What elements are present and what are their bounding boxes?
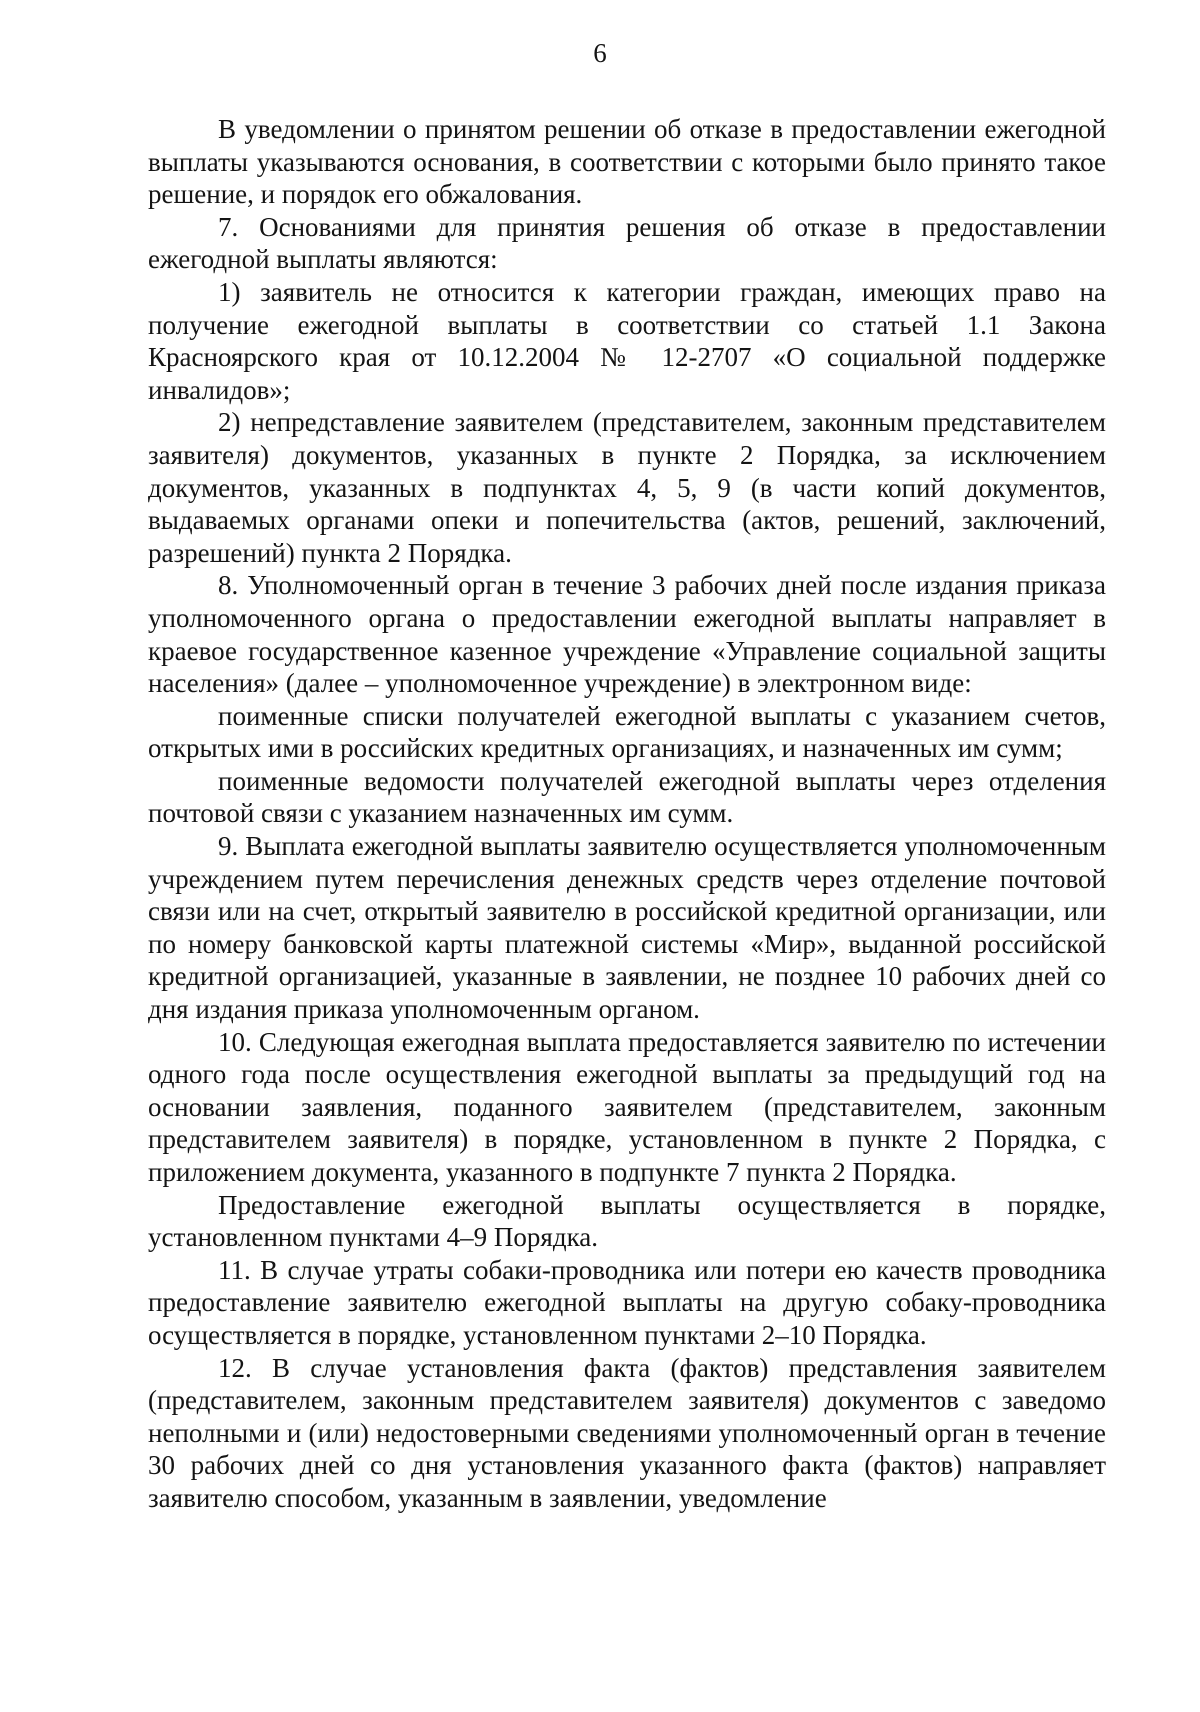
paragraph-item-10-continued: Предоставление ежегодной выплаты осуществляется в порядке, установленном пунктами 4–9 Порядка. xyxy=(148,1189,1106,1253)
paragraph-item-8: 8. Уполномоченный орган в течение 3 рабочих дней после издания приказа уполномоченного органа о предоставлении ежегодной выплаты направляет в краевое государственное казенное учреждение «Управление социальной защиты населения» (далее – уполномоченное учреждение) в электронном виде: xyxy=(148,570,1106,699)
paragraph-notice-grounds: В уведомлении о принятом решении об отказе в предоставлении ежегодной выплаты указываются основания, в соответствии с которыми было принято такое решение, и порядок его обжалования. xyxy=(148,114,1106,210)
paragraph-item-10: 10. Следующая ежегодная выплата предоставляется заявителю по истечении одного года после осуществления ежегодной выплаты за предыдущий год на основании заявления, поданного заявителем (представителем, законным представителем заявителя) в порядке, установленном в пункте 2 Порядка, с приложением документа, указанного в подпункте 7 пункта 2 Порядка. xyxy=(148,1026,1106,1187)
paragraph-item-7-subitem-1: 1) заявитель не относится к категории граждан, имеющих право на получение ежегодной выплаты в соответствии со статьей 1.1 Закона Красноярского края от 10.12.2004 № 12-2707 «О социальной поддержке инвалидов»; xyxy=(148,276,1106,405)
paragraph-item-8-statements: поименные ведомости получателей ежегодной выплаты через отделения почтовой связи с указанием назначенных им сумм. xyxy=(148,765,1106,829)
paragraph-item-7: 7. Основаниями для принятия решения об отказе в предоставлении ежегодной выплаты являются: xyxy=(148,211,1106,275)
paragraph-item-9: 9. Выплата ежегодной выплаты заявителю осуществляется уполномоченным учреждением путем перечисления денежных средств через отделение почтовой связи или на счет, открытый заявителю в российской кредитной организации, или по номеру банковской карты платежной системы «Мир», выданной российской кредитной организацией, указанные в заявлении, не позднее 10 рабочих дней со дня издания приказа уполномоченным органом. xyxy=(148,831,1106,1025)
paragraph-item-8-lists: поименные списки получателей ежегодной выплаты с указанием счетов, открытых ими в российских кредитных организациях, и назначенных им сумм; xyxy=(148,700,1106,764)
page-number: 6 xyxy=(593,38,607,68)
paragraph-item-12: 12. В случае установления факта (фактов) представления заявителем (представителем, законным представителем заявителя) документов с заведомо неполными и (или) недостоверными сведениями уполномоченный орган в течение 30 рабочих дней со дня установления указанного факта (фактов) направляет заявителю способом, указанным в заявлении, уведомление xyxy=(148,1352,1106,1513)
paragraph-item-7-subitem-2: 2) непредставление заявителем (представителем, законным представителем заявителя) документов, указанных в пункте 2 Порядка, за исключением документов, указанных в подпунктах 4, 5, 9 (в части копий документов, выдаваемых органами опеки и попечительства (актов, решений, заключений, разрешений) пункта 2 Порядка. xyxy=(148,407,1106,568)
document-body xyxy=(148,113,1106,1515)
paragraph-item-11: 11. В случае утраты собаки-проводника или потери ею качеств проводника предоставление заявителю ежегодной выплаты на другую собаку-проводника осуществляется в порядке, установленном пунктами 2–10 Порядка. xyxy=(148,1254,1106,1350)
